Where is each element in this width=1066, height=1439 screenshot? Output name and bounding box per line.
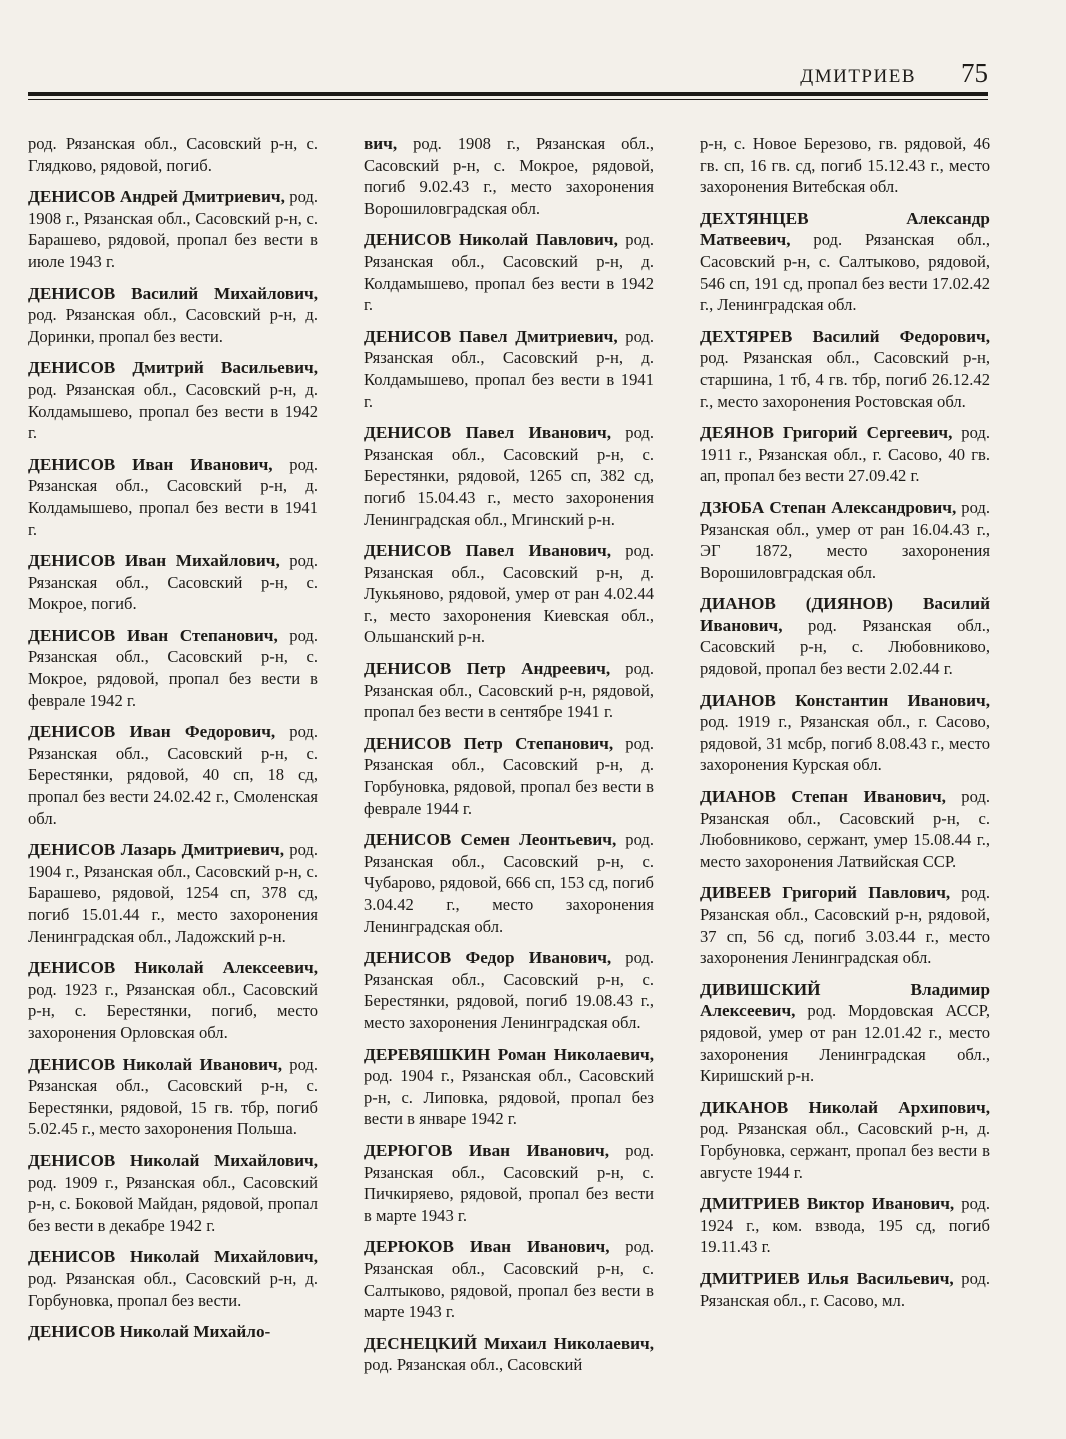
entry-details: род. Мордовская АССР, рядовой, умер от ран 12.01.42 г., место захоронения Ленинградская обл., Киришский р-н. (700, 1001, 990, 1086)
entry-details: род. 1908 г., Рязанская обл., Сасовский р-н, с. Мокрое, рядовой, погиб 9.02.43 г., место захоронения Ворошиловградская обл. (364, 134, 654, 218)
entry-name: ДЕРЮКОВ Иван Иванович, (364, 1237, 610, 1257)
entry (364, 1140, 654, 1226)
entry (364, 422, 654, 530)
entry-name: ДЕНИСОВ Николай Михайлович, (28, 1247, 318, 1267)
entry (28, 550, 318, 615)
entry (28, 454, 318, 540)
entry-name: ДЗЮБА Степан Александрович, (700, 497, 957, 517)
entry-name: ДЕНИСОВ Василий Михайлович, (28, 283, 318, 303)
entry (364, 133, 654, 219)
text-columns (28, 133, 990, 1386)
entry-name: ДЕНИСОВ Лазарь Дмитриевич, (28, 840, 285, 860)
entry-name: ДЕХТЯРЕВ Василий Федорович, (700, 326, 990, 346)
entry-details: род. Рязанская обл., Сасовский р-н, с. Берестянки, рядовой, 15 гв. тбр, погиб 5.02.45 г., место захоронения Польша. (28, 1054, 318, 1139)
header-rule-thick (28, 92, 988, 96)
entry-name: ДИАНОВ Степан Иванович, (700, 787, 946, 807)
entry-details: род. Рязанская обл., Сасовский р-н, д. Колдамышево, пропал без вести в 1942 г. (364, 230, 655, 315)
entry-details: род. Рязанская обл., Сасовский р-н, с. Мокрое, погиб. (28, 551, 318, 614)
entry-details: род. Рязанская обл., Сасовский р-н, с. Чубарово, рядовой, 666 сп, 153 сд, погиб 3.04.42 г., место захоронения Ленинградская обл. (364, 830, 654, 936)
entry-details: род. 1919 г., Рязанская обл., г. Сасово, рядовой, 31 мсбр, погиб 8.08.43 г., место захоронения Курская обл. (700, 712, 990, 775)
entry-name: вич, (364, 134, 398, 153)
entry-name: ДЕНИСОВ Петр Степанович, (364, 733, 614, 753)
entry-details: род. 1924 г., ком. взвода, 195 сд, погиб 19.11.43 г. (700, 1194, 990, 1257)
entry (28, 957, 318, 1043)
entry (700, 1268, 990, 1311)
entry (28, 1054, 318, 1140)
entry-details: род. Рязанская обл., Сасовский р-н, д. Колдамышево, пропал без вести в 1942 г. (28, 379, 318, 443)
entry-details: род. Рязанская обл., Сасовский р-н, д. Горбуновка, рядовой, пропал без вести в феврале 1944 г. (364, 733, 655, 818)
entry (364, 1044, 654, 1130)
entry-details: род. 1904 г., Рязанская обл., Сасовский р-н, с. Барашево, рядовой, 1254 сп, 378 сд, погиб 15.01.44 г., место захоронения Ленинградская обл., Ладожский р-н. (28, 840, 318, 946)
entry (364, 1236, 654, 1322)
entry (364, 733, 654, 819)
page-number: 75 (961, 58, 988, 88)
entry (364, 947, 654, 1033)
entry-details: род. Рязанская обл., Сасовский р-н, старшина, 1 тб, 4 гв. тбр, погиб 26.12.42 г., место захоронения Ростовская обл. (700, 348, 990, 411)
entry (700, 1097, 990, 1183)
entry (700, 690, 990, 776)
column-2 (364, 133, 654, 1386)
entry (28, 1321, 318, 1343)
entry (364, 829, 654, 937)
entry (700, 1193, 990, 1258)
entry-name: ДЕНИСОВ Дмитрий Васильевич, (28, 358, 318, 378)
entry (28, 721, 318, 829)
entry-name: ДЕНИСОВ Николай Иванович, (28, 1054, 283, 1074)
entry (700, 497, 990, 583)
entry-details: род. Рязанская обл., Сасовский (364, 1355, 583, 1375)
entry-details: род. Рязанская обл., Сасовский р-н, с. Берестянки, рядовой, погиб 19.08.43 г., место захоронения Ленинградская обл. (364, 948, 654, 1032)
entry (28, 1150, 318, 1236)
entry (700, 979, 990, 1087)
entry-details: род. Рязанская обл., Сасовский р-н, д. Горбуновка, пропал без вести. (28, 1268, 318, 1310)
entry-name: ДЕНИСОВ Николай Михайло- (28, 1322, 271, 1342)
entry (364, 326, 654, 412)
entry-name: ДЕНИСОВ Павел Дмитриевич, (364, 326, 618, 346)
header-rule-thin (28, 99, 988, 100)
entry-details: род. Рязанская обл., Сасовский р-н, д. Лукьяново, рядовой, умер от ран 4.02.44 г., место захоронения Киевская обл., Ольшанский р-н. (364, 541, 654, 647)
entry-name: ДЕЯНОВ Григорий Сергеевич, (700, 423, 953, 443)
entry-name: ДЕРЮГОВ Иван Иванович, (364, 1140, 609, 1160)
entry (700, 422, 990, 487)
entry-name: ДЕНИСОВ Иван Михайлович, (28, 551, 280, 571)
entry-details: род. 1908 г., Рязанская обл., Сасовский р-н, с. Барашево, рядовой, пропал без вести в июле 1943 г. (28, 187, 319, 271)
entry (700, 593, 990, 679)
entry-details: род. Рязанская обл., умер от ран 16.04.43 г., ЭГ 1872, место захоронения Ворошиловградская обл. (700, 497, 990, 582)
entry-details: род. Рязанская обл., Сасовский р-н, рядовой, пропал без вести в сентябре 1941 г. (364, 659, 655, 722)
page-header (28, 58, 988, 102)
entry (28, 133, 318, 176)
entry (28, 357, 318, 443)
entry-name: ДЕНИСОВ Иван Иванович, (28, 454, 273, 474)
column-1 (28, 133, 318, 1386)
entry (364, 540, 654, 648)
entry-name: ДМИТРИЕВ Виктор Иванович, (700, 1194, 955, 1214)
entry-name: ДИВИШСКИЙ Владимир Алексеевич, (700, 979, 990, 1021)
entry-name: ДИАНОВ Константин Иванович, (700, 690, 990, 710)
entry-details: род. Рязанская обл., Сасовский р-н, с. Берестянки, рядовой, 40 сп, 18 сд, пропал без вести 24.02.42 г., Смоленская обл. (28, 722, 318, 828)
entry (700, 882, 990, 968)
entry-details: род. 1911 г., Рязанская обл., г. Сасово, 40 гв. ап, пропал без вести 27.09.42 г. (700, 423, 991, 486)
entry-details: род. Рязанская обл., Сасовский р-н, д. Колдамышево, пропал без вести в 1941 г. (28, 454, 318, 539)
entry (28, 283, 318, 348)
entry (364, 1333, 654, 1376)
entry-details: род. Рязанская обл., Сасовский р-н, с. Любовниково, рядовой, пропал без вести 2.02.44 г. (700, 615, 990, 679)
entry-name: ДЕХТЯНЦЕВ Александр Матвеевич, (700, 208, 990, 250)
entry (28, 625, 318, 711)
entry-details: р-н, с. Новое Березово, гв. рядовой, 46 гв. сп, 16 гв. сд, погиб 15.12.43 г., место захоронения Витебская обл. (700, 134, 990, 197)
entry-name: ДИКАНОВ Николай Архипович, (700, 1097, 990, 1117)
entry-name: ДИАНОВ (ДИЯНОВ) Василий Иванович, (700, 594, 990, 635)
entry-name: ДЕНИСОВ Николай Михайлович, (28, 1150, 318, 1170)
entry-name: ДЕНИСОВ Петр Андреевич, (364, 659, 611, 679)
entry-details: род. 1904 г., Рязанская обл., Сасовский р-н, с. Липовка, рядовой, пропал без вести в январе 1942 г. (364, 1066, 654, 1129)
entry (700, 786, 990, 872)
entry (28, 1246, 318, 1311)
column-3 (700, 133, 990, 1386)
entry-details: род. Рязанская обл., Сасовский р-н, с. Салтыково, рядовой, 546 сп, 191 сд, пропал без вести 17.02.42 г., Ленинградская обл. (700, 230, 990, 315)
running-head: ДМИТРИЕВ (800, 66, 916, 87)
entry-details: род. Рязанская обл., Сасовский р-н, д. Доринки, пропал без вести. (28, 305, 318, 346)
entry-name: ДЕНИСОВ Павел Иванович, (364, 541, 612, 561)
entry (700, 208, 990, 316)
entry (364, 229, 654, 315)
entry-name: ДМИТРИЕВ Илья Васильевич, (700, 1268, 954, 1288)
entry-details: род. Рязанская обл., Сасовский р-н, с. Глядково, рядовой, погиб. (28, 134, 318, 175)
entry-name: ДЕРЕВЯШКИН Роман Николаевич, (364, 1044, 654, 1064)
entry-details: род. Рязанская обл., Сасовский р-н, рядовой, 37 сп, 56 сд, погиб 3.03.44 г., место захоронения Ленинградская обл. (700, 883, 991, 968)
entry-name: ДЕНИСОВ Иван Степанович, (28, 625, 278, 645)
entry (28, 186, 318, 272)
entry (700, 133, 990, 198)
entry (364, 658, 654, 723)
entry-name: ДЕНИСОВ Семен Леонтьевич, (364, 830, 617, 850)
entry-name: ДИВЕЕВ Григорий Павлович, (700, 883, 951, 903)
entry-name: ДЕНИСОВ Андрей Дмитриевич, (28, 187, 285, 207)
entry-details: род. 1923 г., Рязанская обл., Сасовский р-н, с. Берестянки, погиб, место захоронения Орловская обл. (28, 979, 318, 1042)
entry (700, 326, 990, 412)
entry-name: ДЕНИСОВ Николай Павлович, (364, 230, 618, 250)
entry (28, 839, 318, 947)
entry-name: ДЕСНЕЦКИЙ Михаил Николаевич, (364, 1333, 654, 1353)
entry-details: род. Рязанская обл., Сасовский р-н, с. Пичкиряево, рядовой, пропал без вести в марте 1943 г. (364, 1140, 654, 1225)
entry-details: род. Рязанская обл., г. Сасово, мл. (700, 1268, 991, 1310)
entry-name: ДЕНИСОВ Николай Алексеевич, (28, 958, 318, 978)
entry-name: ДЕНИСОВ Павел Иванович, (364, 423, 612, 443)
entry-name: ДЕНИСОВ Иван Федорович, (28, 722, 276, 742)
entry-details: род. Рязанская обл., Сасовский р-н, с. Мокрое, рядовой, пропал без вести в феврале 1942 г. (28, 625, 318, 710)
entry-details: род. Рязанская обл., Сасовский р-н, с. Любовниково, сержант, умер 15.08.44 г., место захоронения Латвийская ССР. (700, 787, 991, 871)
entry-name: ДЕНИСОВ Федор Иванович, (364, 948, 612, 968)
entry-details: род. 1909 г., Рязанская обл., Сасовский р-н, с. Боковой Майдан, рядовой, пропал без вести в декабре 1942 г. (28, 1172, 318, 1235)
entry-details: род. Рязанская обл., Сасовский р-н, д. Колдамышево, пропал без вести в 1941 г. (364, 326, 654, 411)
entry-details: род. Рязанская обл., Сасовский р-н, д. Горбуновка, сержант, пропал без вести в августе 1944 г. (700, 1119, 990, 1182)
entry-details: род. Рязанская обл., Сасовский р-н, с. Салтыково, рядовой, пропал без вести в марте 1943 г. (364, 1237, 654, 1322)
entry-details: род. Рязанская обл., Сасовский р-н, с. Берестянки, рядовой, 1265 сп, 382 сд, погиб 15.04.43 г., место захоронения Ленинградская обл., Мгинский р-н. (364, 423, 654, 529)
